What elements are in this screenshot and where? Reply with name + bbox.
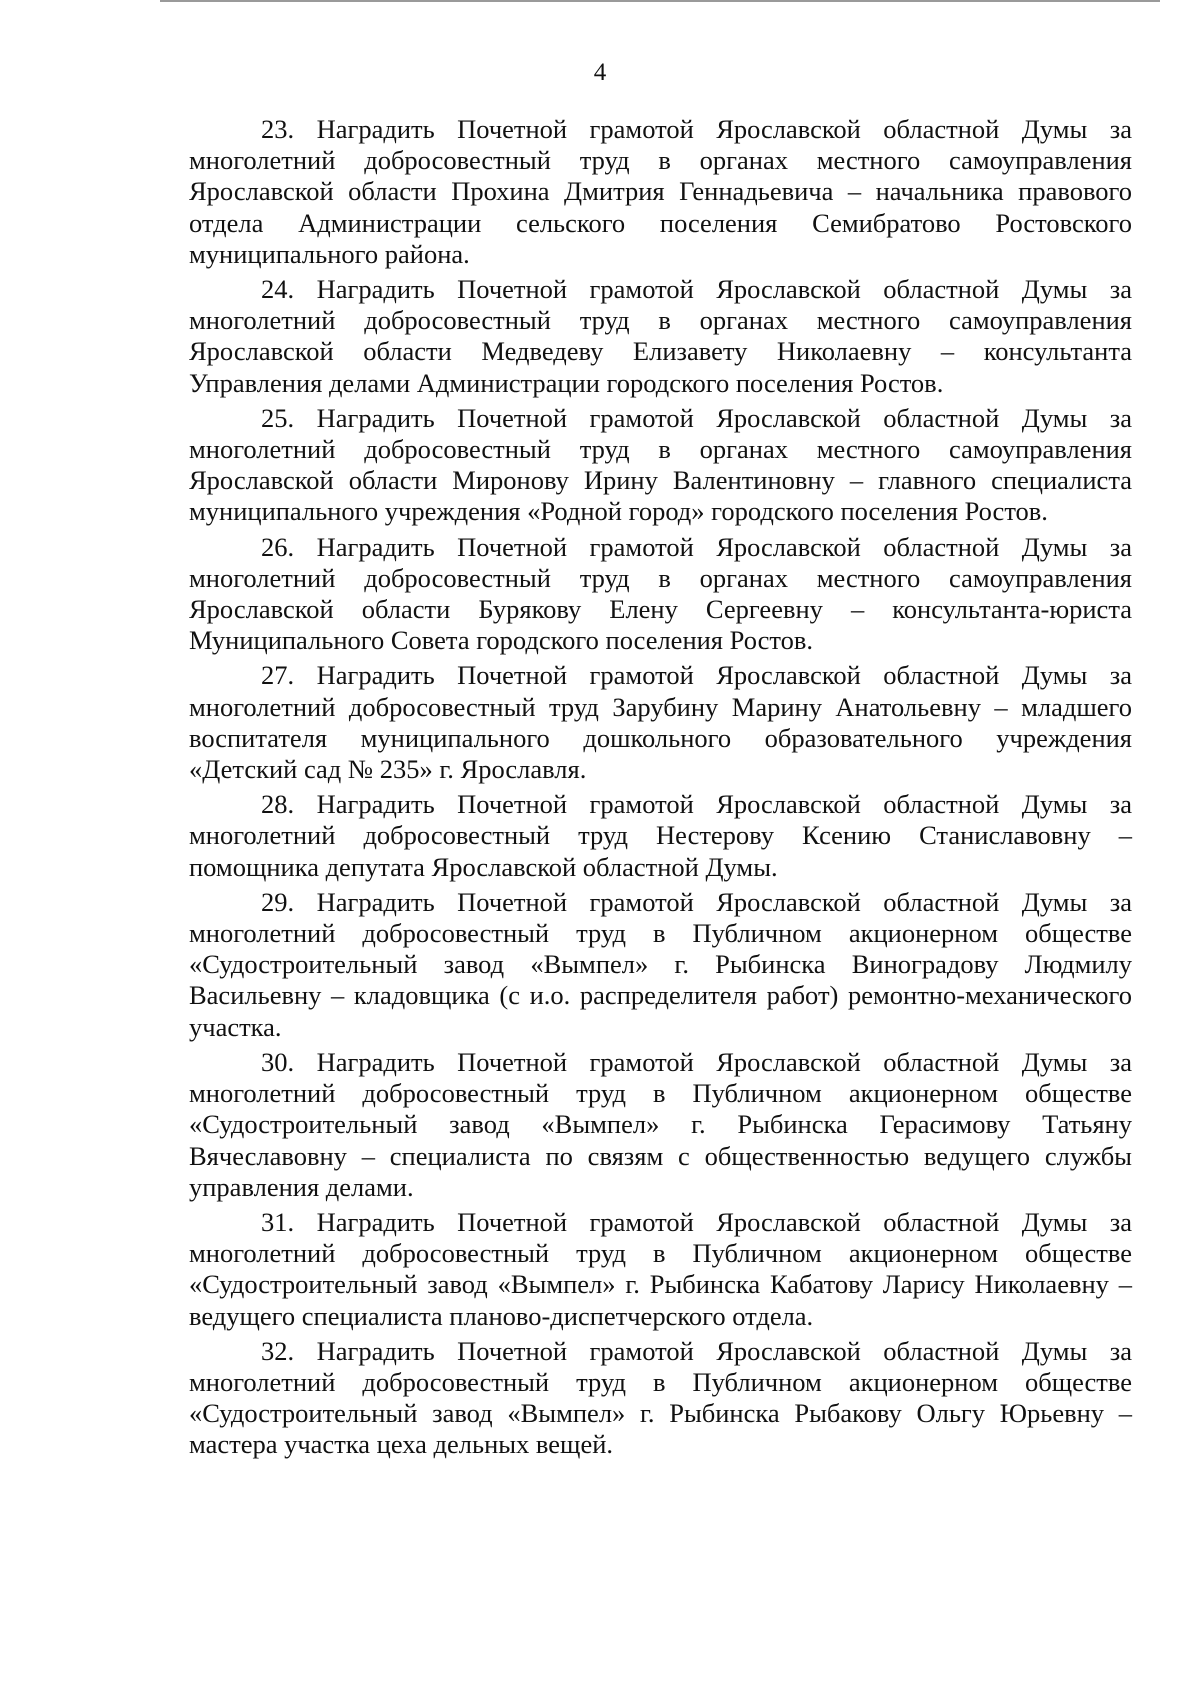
- paragraph-item-30: 30. Наградить Почетной грамотой Ярославской областной Думы за многолетний добросовестный труд в Публичном акционерном обществе «Судостроительный завод «Вымпел» г. Рыбинска Герасимову Татьяну Вячеславовну – специалиста по связям с общественностью ведущего службы управления делами.: [189, 1046, 1132, 1202]
- scan-top-rule: [160, 0, 1160, 2]
- paragraph-item-24: 24. Наградить Почетной грамотой Ярославской областной Думы за многолетний добросовестный труд в органах местного самоуправления Ярославской области Медведеву Елизавету Николаевну – консультанта Управления делами Администрации городского поселения Ростов.: [189, 274, 1132, 398]
- paragraph-item-25: 25. Наградить Почетной грамотой Ярославской областной Думы за многолетний добросовестный труд в органах местного самоуправления Ярославской области Миронову Ирину Валентиновну – главного специалиста муниципального учреждения «Родной город» городского поселения Ростов.: [189, 402, 1132, 527]
- paragraph-item-23: 23. Наградить Почетной грамотой Ярославской областной Думы за многолетний добросовестный труд в органах местного самоуправления Ярославской области Прохина Дмитрия Геннадьевича – начальника правового отдела Администрации сельского поселения Семибратово Ростовского муниципального района.: [189, 114, 1132, 269]
- paragraph-item-31: 31. Наградить Почетной грамотой Ярославской областной Думы за многолетний добросовестный труд в Публичном акционерном обществе «Судостроительный завод «Вымпел» г. Рыбинска Кабатову Ларису Николаевну – ведущего специалиста планово-диспетчерского отдела.: [189, 1206, 1132, 1331]
- page-number: 4: [593, 59, 607, 86]
- paragraph-item-27: 27. Наградить Почетной грамотой Ярославской областной Думы за многолетний добросовестный труд Зарубину Марину Анатольевну – младшего воспитателя муниципального дошкольного образовательного учреждения «Детский сад № 235» г. Ярославля.: [189, 660, 1132, 785]
- paragraph-item-26: 26. Наградить Почетной грамотой Ярославской областной Думы за многолетний добросовестный труд в органах местного самоуправления Ярославской области Бурякову Елену Сергеевну – консультанта-юриста Муниципального Совета городского поселения Ростов.: [189, 531, 1132, 656]
- paragraph-item-28: 28. Наградить Почетной грамотой Ярославской областной Думы за многолетний добросовестный труд Нестерову Ксению Станиславовну – помощника депутата Ярославской областной Думы.: [189, 789, 1132, 882]
- paragraph-item-32: 32. Наградить Почетной грамотой Ярославской областной Думы за многолетний добросовестный труд в Публичном акционерном обществе «Судостроительный завод «Вымпел» г. Рыбинска Рыбакову Ольгу Юрьевну – мастера участка цеха дельных вещей.: [189, 1335, 1132, 1460]
- paragraph-item-29: 29. Наградить Почетной грамотой Ярославской областной Думы за многолетний добросовестный труд в Публичном акционерном обществе «Судостроительный завод «Вымпел» г. Рыбинска Виноградову Людмилу Васильевну – кладовщика (с и.о. распределителя работ) ремонтно-механического участка.: [189, 886, 1132, 1042]
- document-body: [189, 114, 1132, 1465]
